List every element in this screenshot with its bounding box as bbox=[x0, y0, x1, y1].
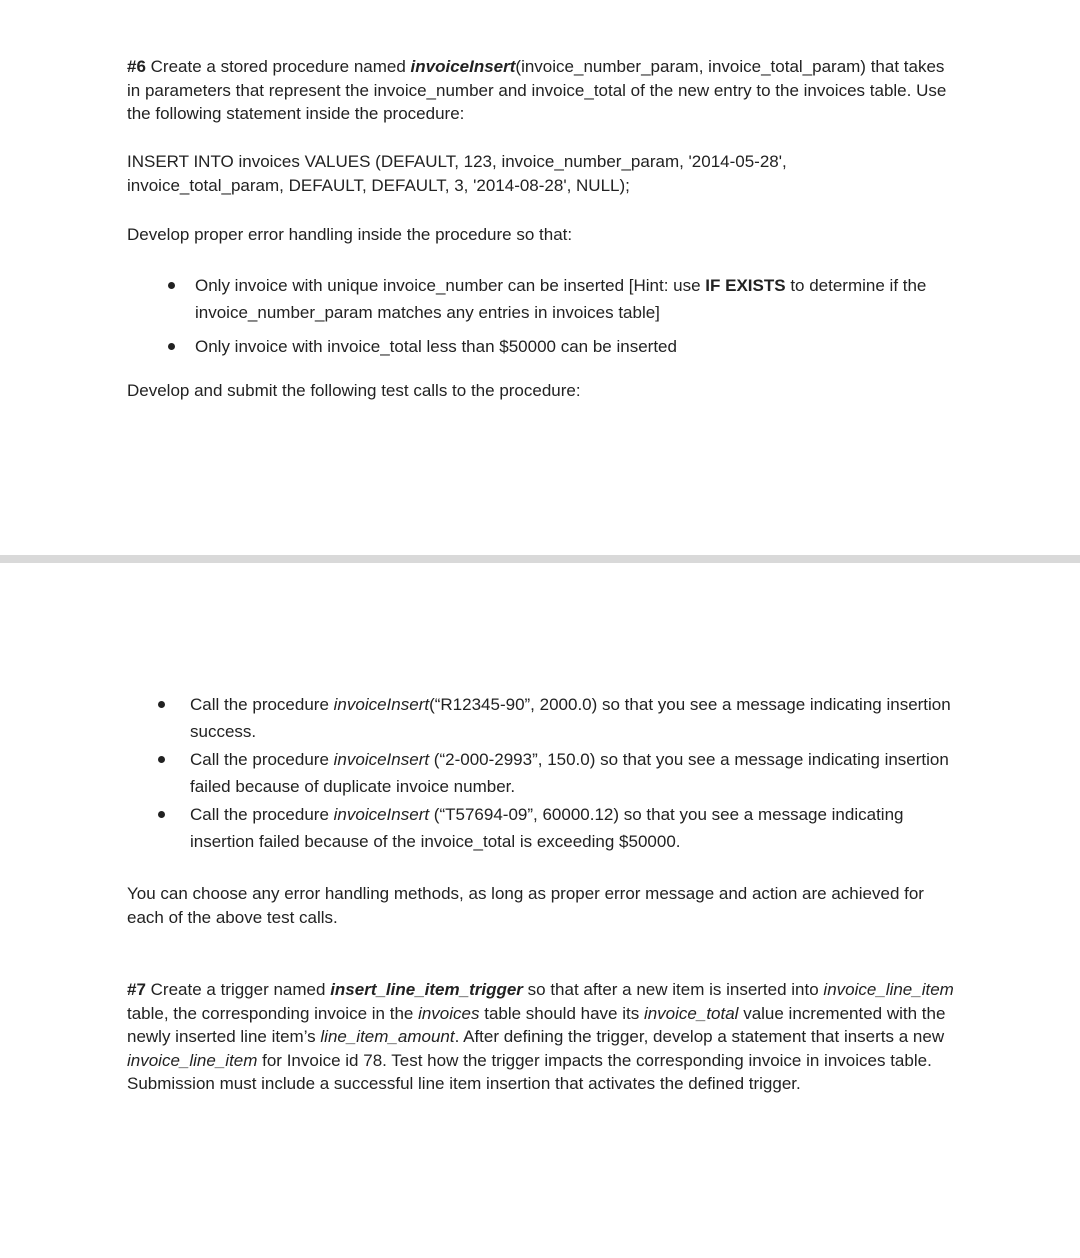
test-calls-heading: Develop and submit the following test calls to the procedure: bbox=[127, 381, 581, 400]
question-7 bbox=[127, 978, 962, 1096]
bullet-icon bbox=[158, 756, 165, 763]
list-item: Call the procedure invoiceInsert (“T57694-09”, 60000.12) so that you see a message indicating insertion failed because of the invoice_total is exceeding $50000. bbox=[127, 801, 957, 855]
page-break-divider bbox=[0, 555, 1080, 563]
bullet-icon bbox=[158, 811, 165, 818]
trigger-name: insert_line_item_trigger bbox=[330, 980, 523, 999]
insert-statement-line-1: INSERT INTO invoices VALUES (DEFAULT, 123, invoice_number_param, '2014-05-28', bbox=[127, 152, 787, 171]
procedure-name: invoiceInsert bbox=[410, 57, 516, 76]
list-item: Only invoice with invoice_total less than $50000 can be inserted bbox=[127, 333, 957, 360]
question-6-intro bbox=[127, 55, 957, 126]
question-7-number: #7 bbox=[127, 980, 146, 999]
list-item: Call the procedure invoiceInsert (“2-000-2993”, 150.0) so that you see a message indicating insertion failed because of duplicate invoice number. bbox=[127, 746, 957, 800]
question-6-text: #6 Create a stored procedure named invoiceInsert(invoice_number_param, invoice_total_param) that takes in parameters that represent the invoice_number and invoice_total of the new entry to the invoices table. Use the following statement inside the procedure: bbox=[127, 57, 947, 123]
question-6-number: #6 bbox=[127, 57, 146, 76]
list-item: Only invoice with unique invoice_number can be inserted [Hint: use IF EXISTS to determine if the invoice_number_param matches any entries in invoices table] bbox=[127, 272, 957, 326]
error-handling-rules bbox=[127, 272, 957, 367]
error-handling-heading: Develop proper error handling inside the procedure so that: bbox=[127, 225, 573, 244]
test-calls-list bbox=[127, 691, 957, 856]
insert-statement-line-2: invoice_total_param, DEFAULT, DEFAULT, 3, '2014-08-28', NULL); bbox=[127, 175, 630, 195]
question-7-text: #7 Create a trigger named insert_line_item_trigger so that after a new item is inserted into invoice_line_item table, the corresponding invoice in the invoices table should have its invoice_total value incremented with the newly inserted line item’s line_item_amount. After defining the trigger, develop a statement that inserts a new invoice_line_item for Invoice id 78. Test how the trigger impacts the corresponding invoice in invoices table. Submission must include a successful line item insertion that activates the defined trigger. bbox=[127, 980, 954, 1093]
insert-statement bbox=[127, 150, 957, 197]
bullet-icon bbox=[168, 282, 175, 289]
bullet-icon bbox=[158, 701, 165, 708]
bullet-icon bbox=[168, 343, 175, 350]
error-handling-note: You can choose any error handling methods, as long as proper error message and action are achieved for each of the above test calls. bbox=[127, 884, 924, 927]
list-item: Call the procedure invoiceInsert(“R12345-90”, 2000.0) so that you see a message indicating insertion success. bbox=[127, 691, 957, 745]
